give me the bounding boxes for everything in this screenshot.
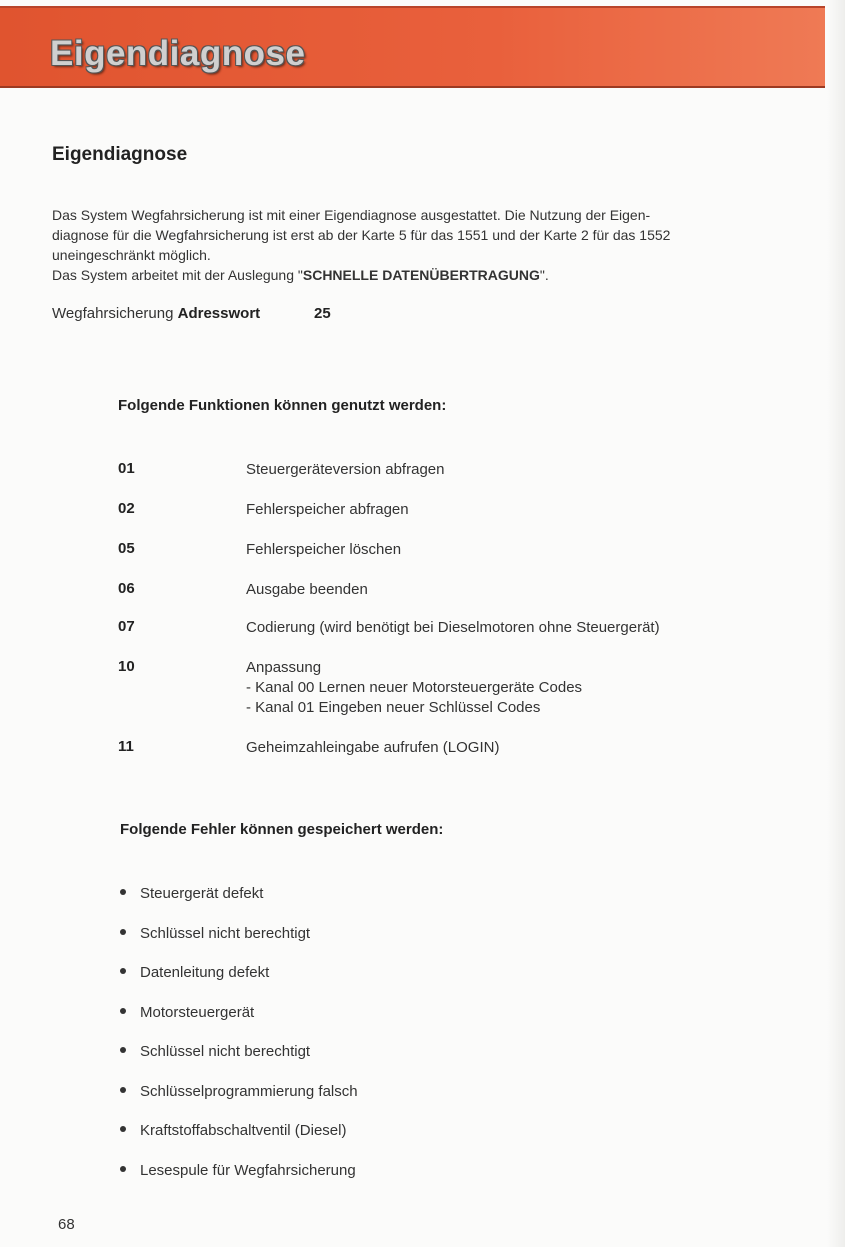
bullet-icon	[120, 968, 126, 974]
mode-line	[52, 265, 792, 285]
error-text: Schlüssel nicht berechtigt	[140, 1043, 311, 1060]
error-text: Schlüsselprogrammierung falsch	[140, 1082, 358, 1100]
error-text: Kraftstoffabschaltventil (Diesel)	[140, 1122, 347, 1139]
function-description	[246, 540, 401, 560]
function-description-line: Ausgabe beenden	[246, 581, 368, 598]
function-description	[246, 618, 660, 638]
error-list-item	[120, 1004, 254, 1021]
intro-line: uneingeschränkt möglich.	[52, 247, 211, 263]
address-value: 25	[314, 305, 331, 322]
intro-line: diagnose für die Wegfahrsicherung ist erst ab der Karte 5 für das 1551 und der Karte 2 für das 1552	[52, 227, 671, 243]
function-code: 01	[118, 460, 135, 477]
error-text: Steuergerät defekt	[140, 885, 264, 902]
error-list-item	[120, 1083, 358, 1100]
bullet-icon	[120, 1087, 126, 1093]
error-list-item	[120, 1122, 346, 1139]
functions-heading: Folgende Funktionen können genutzt werden:	[118, 397, 447, 414]
error-text: Schlüssel nicht berechtigt	[140, 924, 311, 942]
header-title: Eigendiagnose	[50, 34, 306, 73]
function-description-line: Anpassung	[246, 659, 322, 676]
address-label: Adresswort	[177, 305, 261, 322]
function-description-line: Geheimzahleingabe aufrufen (LOGIN)	[246, 739, 500, 756]
error-list-item	[120, 885, 263, 902]
function-code: 11	[118, 738, 134, 755]
mode-prefix: Das System arbeitet mit der Auslegung "	[52, 267, 303, 283]
error-text: Motorsteuergerät	[140, 1003, 255, 1021]
header-band	[0, 6, 825, 88]
bullet-icon	[120, 1126, 126, 1132]
address-prefix: Wegfahrsicherung	[52, 305, 178, 322]
header-rule	[0, 86, 825, 88]
function-code: 10	[118, 658, 135, 675]
function-code: 02	[118, 500, 135, 517]
function-description	[246, 500, 409, 520]
bullet-icon	[120, 1047, 126, 1053]
function-description-line: Steuergeräteversion abfragen	[246, 461, 445, 478]
page-number: 68	[58, 1216, 75, 1233]
function-description-line: Fehlerspeicher löschen	[246, 541, 402, 558]
function-description-line: Codierung (wird benötigt bei Dieselmotoren ohne Steuergerät)	[246, 619, 660, 636]
page-edge	[827, 0, 845, 1247]
mode-value: SCHNELLE DATENÜBERTRAGUNG	[302, 267, 540, 283]
address-line	[52, 305, 331, 322]
error-list-item	[120, 925, 310, 942]
function-description-line: - Kanal 00 Lernen neuer Motorsteuergeräte Codes	[246, 679, 583, 696]
bullet-icon	[120, 1166, 126, 1172]
error-list-item	[120, 1162, 356, 1179]
bullet-icon	[120, 889, 126, 895]
mode-suffix: ".	[539, 267, 549, 283]
function-code: 06	[118, 580, 135, 597]
function-description-line: Fehlerspeicher abfragen	[246, 501, 409, 518]
bullet-icon	[120, 929, 126, 935]
error-text: Lesespule für Wegfahrsicherung	[140, 1161, 356, 1179]
function-description	[246, 460, 444, 480]
error-text: Datenleitung defekt	[140, 964, 270, 981]
function-code: 07	[118, 618, 135, 635]
errors-heading: Folgende Fehler können gespeichert werden:	[120, 821, 444, 838]
function-description	[246, 738, 499, 758]
section-title: Eigendiagnose	[52, 144, 188, 165]
intro-paragraph	[52, 205, 792, 285]
error-list-item	[120, 1043, 310, 1060]
error-list-item	[120, 964, 269, 981]
bullet-icon	[120, 1008, 126, 1014]
function-code: 05	[118, 540, 135, 557]
function-description-line: - Kanal 01 Eingeben neuer Schlüssel Codes	[246, 699, 541, 716]
function-description	[246, 658, 582, 718]
function-description	[246, 580, 368, 600]
intro-line: Das System Wegfahrsicherung ist mit einer Eigendiagnose ausgestattet. Die Nutzung der Eigen-	[52, 207, 651, 223]
